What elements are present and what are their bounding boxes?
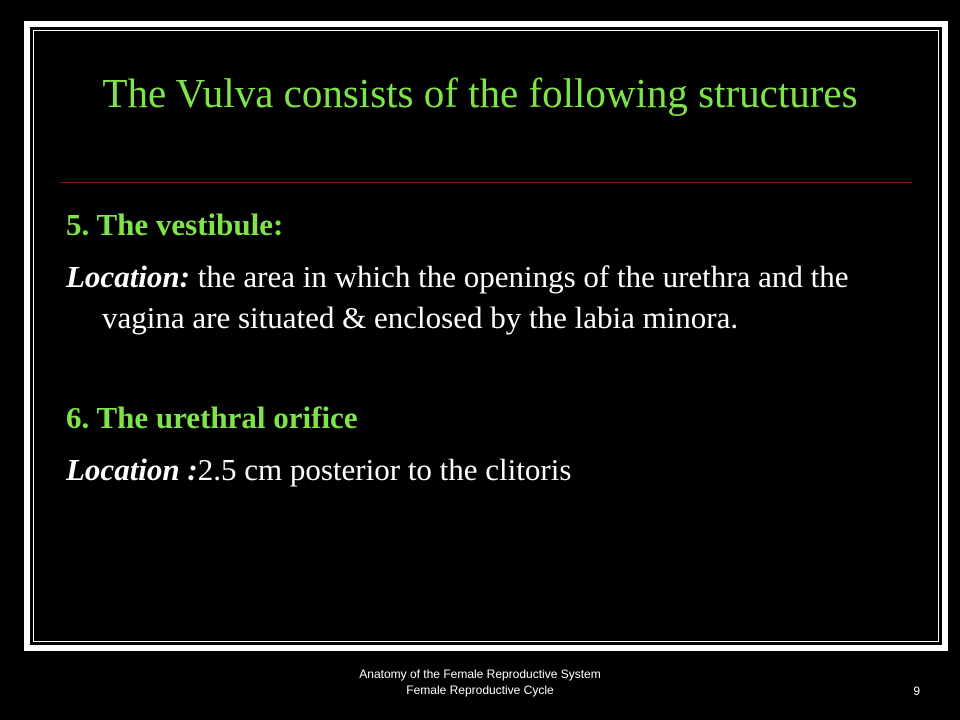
spacer	[66, 338, 906, 397]
title-divider	[60, 182, 912, 183]
slide-footer	[280, 666, 680, 698]
section-text-vestibule	[66, 256, 906, 338]
location-label: Location :	[66, 452, 198, 487]
section-heading-urethral-orifice: 6. The urethral orifice	[66, 400, 358, 435]
footer-line-2: Female Reproductive Cycle	[406, 683, 554, 697]
section-text-urethral-orifice	[66, 449, 906, 490]
page-number: 9	[913, 684, 920, 698]
section-heading-vestibule: 5. The vestibule:	[66, 207, 284, 242]
location-label: Location:	[66, 259, 190, 294]
location-description: the area in which the openings of the urethra and the vagina are situated & enclosed by the labia minora.	[102, 259, 849, 335]
location-description: 2.5 cm posterior to the clitoris	[197, 452, 572, 487]
slide-title: The Vulva consists of the following structures	[102, 70, 858, 116]
slide-body	[66, 204, 906, 490]
footer-line-1: Anatomy of the Female Reproductive System	[359, 667, 601, 681]
